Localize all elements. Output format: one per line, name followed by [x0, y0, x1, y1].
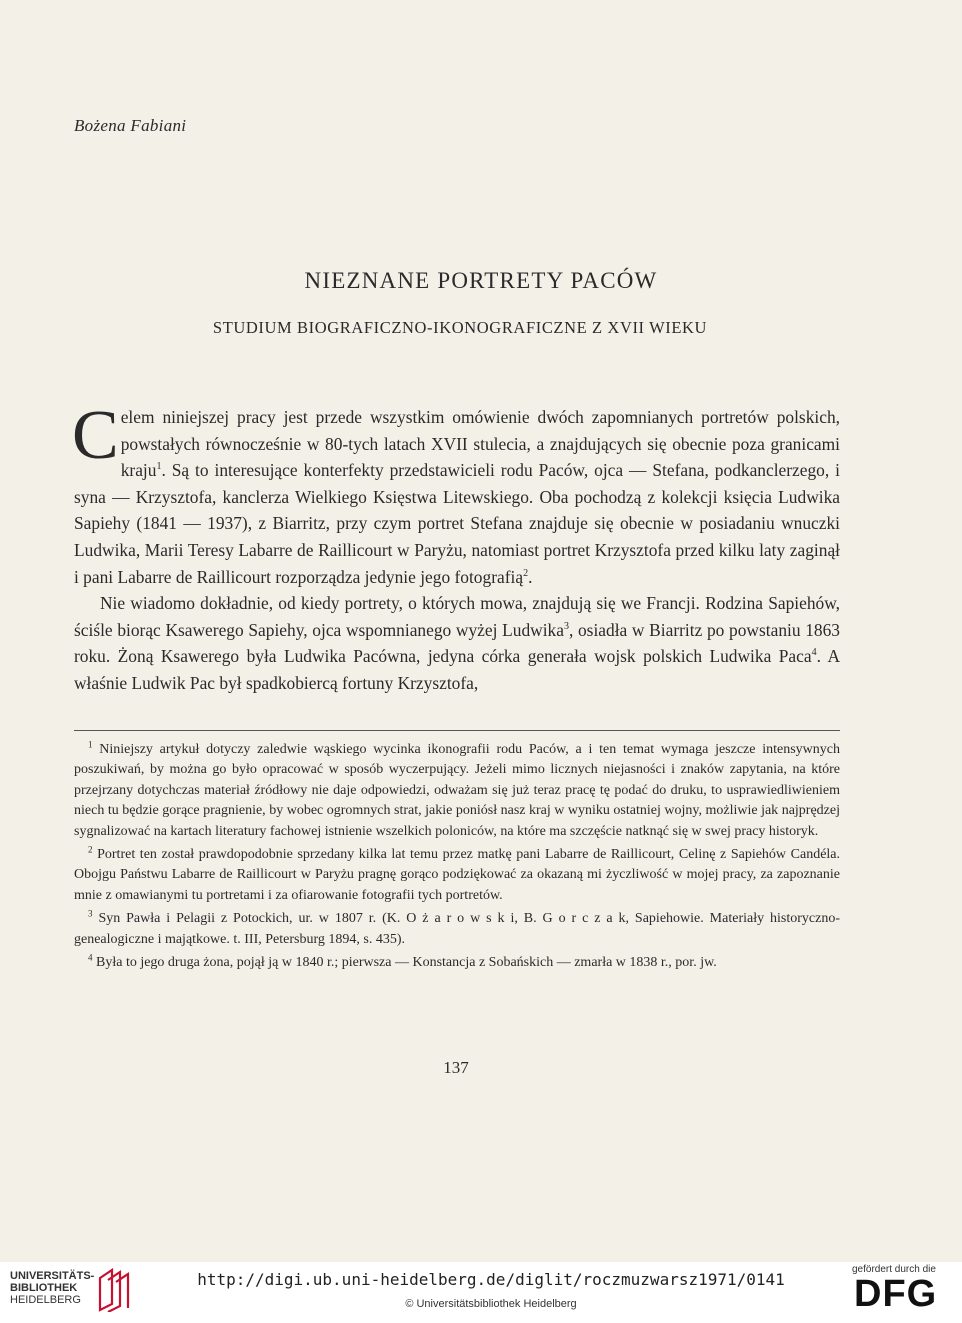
- footnote: [74, 740, 840, 842]
- article-subtitle: STUDIUM BIOGRAFICZNO-IKONOGRAFICZNE Z XVII WIEKU: [212, 318, 708, 337]
- footnote-ref-2: 2: [523, 567, 529, 579]
- footnote-number: 1: [88, 739, 93, 750]
- paragraph-1-text-b: . Są to interesujące konterfekty przedstawicieli rodu Paców, ojca — Stefana, podkanclerzego, i syna — Krzysztofa, kanclerza Wielkiego Księstwa Litewskiego. Oba pochodzą z kolekcji księcia Ludwika Sapiehy (1841 — 1937), z Biarritz, przy czym portret Stefana znajduje się obecnie w posiadaniu wnuczki Ludwika, Marii Teresy Labarre de Raillicourt w Paryżu, natomiast portret Krzysztofa przed kilku laty zaginął i pani Labarre de Raillicourt rozporządza jedynie jego fotografią: [74, 460, 840, 587]
- copyright-notice: © Universitätsbibliothek Heidelberg: [405, 1298, 577, 1310]
- footnote-ref-3: 3: [563, 620, 569, 632]
- paragraph-1-text-c: .: [528, 566, 533, 587]
- library-name-line2: BIBLIOTHEK: [10, 1282, 78, 1294]
- footnote-text: Syn Pawła i Pelagii z Potockich, ur. w 1807 r. (K. O ż a r o w s k i, B. G o r c z a k, Sapiehowie. Materiały historyczno-genealogiczne i majątkowe. t. III, Petersburg 1894, s. 435).: [74, 911, 841, 947]
- paragraph-2: [74, 590, 840, 696]
- funding-caption: gefördert durch die: [852, 1264, 936, 1275]
- footnote-ref-4: 4: [811, 647, 817, 659]
- footnote-ref-1: 1: [156, 461, 162, 473]
- paragraph-2-text-a: Nie wiadomo dokładnie, od kiedy portrety, o których mowa, znajdują się we Francji. Rodzina Sapiehów, ściśle biorąc Ksawerego Sapiehy, ojca wspomnianego wyżej Ludwika: [74, 593, 840, 640]
- article-title: NIEZNANE PORTRETY PACÓW: [304, 268, 658, 293]
- drop-cap: C: [72, 397, 119, 474]
- library-name-line1: UNIVERSITÄTS-: [10, 1270, 95, 1282]
- footnote: [74, 909, 840, 950]
- footnote-number: 3: [88, 908, 93, 919]
- article-body: [72, 397, 841, 697]
- paragraph-2-text-b: , osiadła w Biarritz po powstaniu 1863 roku. Żoną Ksawerego była Ludwika Pacówna, jedyna córka generała wojsk polskich Ludwika Paca: [74, 619, 841, 667]
- author-name: Bożena Fabiani: [74, 116, 187, 135]
- footnote-text: Niniejszy artykuł dotyczy zaledwie wąskiego wycinka ikonografii rodu Paców, a i ten temat wymaga jeszcze intensywnych poszukiwań, by można go było opracować w sposób wyczerpujący. Jeżeli mimo licznych niejasności i znaków zapytania, na które przejrzany dotychczas materiał źródłowy nie daje odpowiedzi, odważam się już teraz pracę tę podać do druku, to usprawiedliwieniem niech tu będzie gorące pragnienie, by wobec ogromnych strat, jakie poniósł nasz kraj w wyniku ostatniej wojny, możliwie jak najprędzej sygnalizować na kartach literatury fachowej istnienie wszelkich poloniców, na które ma szczęście natknąć się w swej pracy historyk.: [74, 742, 840, 839]
- footnote-text: Portret ten został prawdopodobnie sprzedany kilka lat temu przez matkę pani Labarre de Raillicourt, Celinę z Sapiehów Candéla. Obojgu Państwu Labarre de Raillicourt w Paryżu pragnę gorąco podziękować za okazaną mi życzliwość w mojej pracy, za zapoznanie mnie z omawianymi tu portretami i za ofiarowanie fotografii tych portretów.: [74, 847, 841, 903]
- permalink-url[interactable]: http://digi.ub.uni-heidelberg.de/diglit/roczmuzwarsz1971/0141: [197, 1270, 785, 1289]
- footnote-text: Była to jego druga żona, pojął ją w 1840 r.; pierwsza — Konstancja z Sobańskich — zmarła w 1838 r., por. jw.: [96, 955, 717, 971]
- footnote-number: 4: [88, 952, 93, 963]
- page-number: 137: [443, 1058, 469, 1077]
- footnote-divider: [74, 730, 840, 731]
- footnote: [74, 845, 840, 906]
- paragraph-1-text-a: elem niniejszej pracy jest przede wszystkim omówienie dwóch zapomnianych portretów polskich, powstałych równocześnie w 80-tych latach XVII stulecia, a znajdujących się obecnie poza granicami kraju: [120, 407, 840, 481]
- paragraph-2-text-c: . A właśnie Ludwik Pac był spadkobiercą fortuny Krzysztofa,: [74, 646, 841, 693]
- footnotes: [74, 740, 840, 976]
- footnote-number: 2: [88, 844, 93, 855]
- paragraph-1: [72, 397, 840, 590]
- library-name-line3: HEIDELBERG: [10, 1294, 81, 1306]
- dfg-logo: DFG: [854, 1273, 938, 1315]
- footnote: [74, 953, 840, 973]
